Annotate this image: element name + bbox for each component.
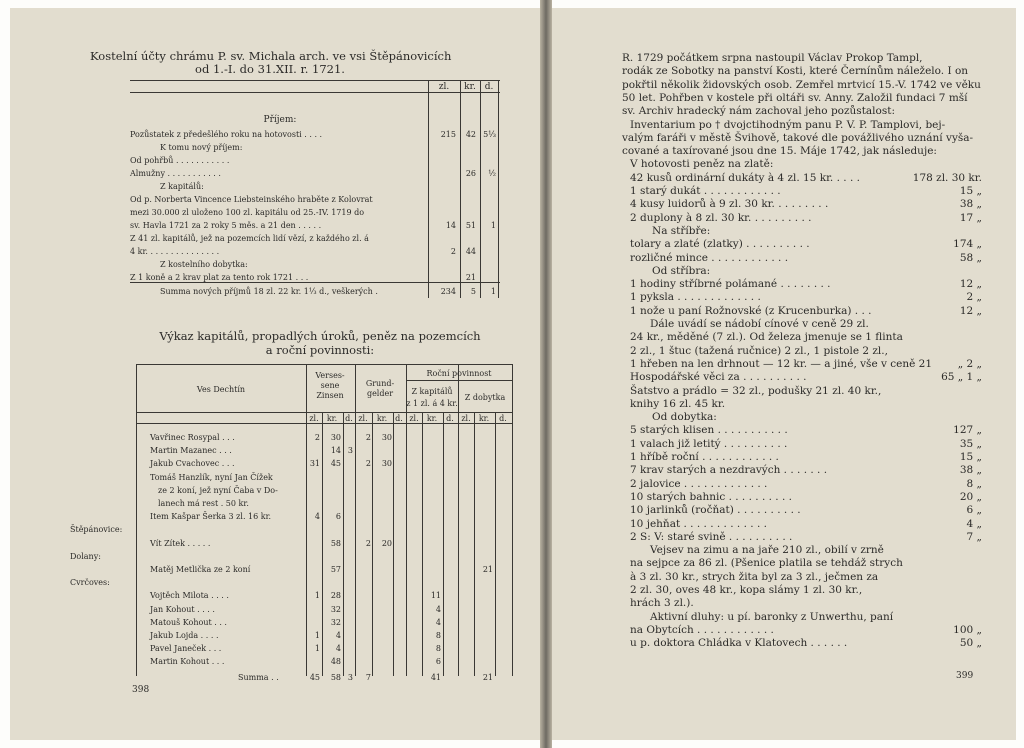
capital-summa-cell: 58 <box>330 673 341 682</box>
paragraph-line: Vejsev na zimu a na jaře 210 zl., obilí v zrně <box>650 544 884 557</box>
column-line <box>460 80 461 298</box>
col-header-zl: zl. <box>438 82 450 92</box>
column-line <box>406 412 407 676</box>
inventory-item: 10 jehňat . . . . . . . . . . . . . <box>630 517 767 530</box>
capital-cell: 4 <box>335 631 341 640</box>
capital-row-name: Jakub Lojda . . . . <box>150 631 219 640</box>
header-names: Ves Dechtín <box>196 385 246 394</box>
section-heading: Na stříbře: <box>652 224 711 237</box>
header-unit: zl. <box>358 414 368 423</box>
paragraph-line: 24 kr., měděné (7 zl.). Od železa jmenuje se 1 flinta <box>630 331 903 344</box>
right-page <box>552 8 1016 740</box>
column-line <box>458 412 459 676</box>
capital-title: Výkaz kapitálů, propadlých úroků, peněz na pozemcích <box>159 329 481 343</box>
inventory-item: 10 jarlinků (ročňat) . . . . . . . . . . <box>630 504 801 517</box>
inventory-item: 1 pyksla . . . . . . . . . . . . . <box>630 291 761 304</box>
capital-row-name: Štěpánovice: <box>70 525 123 535</box>
rule-line <box>406 380 512 381</box>
income-d: 1 <box>490 287 496 296</box>
header-unit: kr. <box>478 414 490 423</box>
column-line <box>443 412 444 676</box>
capital-row-name: lanech má rest . 50 kr. <box>158 499 249 508</box>
income-row-text: mezi 30.000 zl uloženo 100 zl. kapitálu od 25.-IV. 1719 do <box>130 208 365 217</box>
header-unit: d. <box>499 414 507 423</box>
intro-line: sv. Archiv hradecký nám zachoval jeho pozůstalost: <box>622 105 895 118</box>
intro-line: pokřtil několik židovských osob. Zemřel mrtvicí 15.-V. 1742 ve věku <box>622 78 981 91</box>
capital-row-name: Tomáš Hanzlík, nyní Jan Čížek <box>150 472 273 482</box>
capital-cell: 4 <box>314 512 320 522</box>
capital-cell: 30 <box>381 459 392 469</box>
income-kr: 5 <box>470 287 476 296</box>
header-unit: zl. <box>409 414 419 423</box>
header-unit: kr. <box>426 414 438 423</box>
inventory-item: rozličné mince . . . . . . . . . . . . <box>630 251 789 264</box>
inventory-amount: „ 2 „ <box>957 357 982 370</box>
inventory-item: 1 starý dukát . . . . . . . . . . . . <box>630 185 781 197</box>
income-heading: Příjem: <box>263 115 297 125</box>
inventory-amount: 35 „ <box>959 437 982 450</box>
capital-cell: 28 <box>330 591 341 601</box>
capital-cell: 14 <box>330 446 341 456</box>
income-zl: 14 <box>445 221 456 230</box>
paragraph-line: 2 zl., 1 štuc (tažená ručnice) 2 zl., 1 pistole 2 zl., <box>630 344 888 357</box>
inventory-amount: 8 „ <box>966 477 982 490</box>
capital-summa-label: Summa . . <box>238 673 279 682</box>
capital-cell: 11 <box>430 591 441 601</box>
header-verses: sene <box>320 381 340 390</box>
intro-line: valým faráři v městě Švihově, takové dle povážlivého uznání vyša- <box>622 131 974 144</box>
intro-line: Inventarium po † dvojctihodným panu P. V. P. Tamplovi, bej- <box>630 118 946 131</box>
capital-summa-cell: 7 <box>365 673 371 682</box>
header-zkap: Z kapitálů <box>411 387 453 396</box>
income-kr: 42 <box>465 130 476 139</box>
column-line <box>498 80 499 298</box>
header-verses: Zinsen <box>316 391 344 400</box>
income-zl: 2 <box>450 247 456 256</box>
capital-row-name: Cvrčoves: <box>70 578 110 588</box>
inventory-amount: 12 „ <box>959 278 982 291</box>
column-line <box>322 412 323 676</box>
capital-subtitle: a roční povinnosti: <box>265 343 375 357</box>
paragraph-line: 2 zl. 30, oves 48 kr., kopa slámy 1 zl. 30 kr., <box>630 584 863 596</box>
income-d: ½ <box>488 169 496 178</box>
capital-cell: 45 <box>330 459 341 469</box>
header-unit: d. <box>345 414 353 423</box>
intro-line: R. 1729 počátkem srpna nastoupil Václav Prokop Tampl, <box>622 52 923 64</box>
page-subtitle: od 1.-I. do 31.XII. r. 1721. <box>195 62 345 76</box>
inventory-item: 2 S: V: staré svině . . . . . . . . . . <box>630 530 793 543</box>
capital-row-name: Jakub Cvachovec . . . <box>150 459 235 469</box>
capital-cell: 6 <box>335 512 341 522</box>
income-row-text: Z 1 koně a 2 krav plat za tento rok 1721 . . . <box>130 273 309 282</box>
paragraph-line: Šatstvo a prádlo = 32 zl., podušky 21 zl. 40 kr., <box>630 384 882 397</box>
income-row-text: Pozůstatek z předešlého roku na hotovosti . . . . <box>130 130 323 139</box>
section-heading: Aktivní dluhy: u pí. baronky z Unwerthu, paní <box>650 610 894 623</box>
column-line <box>480 80 481 298</box>
capital-cell: 4 <box>335 644 341 654</box>
inventory-amount: 178 zl. 30 kr. <box>912 171 982 184</box>
column-line <box>372 412 373 676</box>
income-d: 1 <box>490 221 496 230</box>
inventory-amount: 174 „ <box>953 238 982 251</box>
page-title: Kostelní účty chrámu P. sv. Michala arch. ve vsi Štěpánovicích <box>90 49 452 63</box>
rule-line <box>136 364 512 365</box>
income-row-text: Z 41 zl. kapitálů, jež na pozemcích lidí vězí, z každého zl. á <box>130 234 369 243</box>
inventory-item: Hospodářské věci za . . . . . . . . . . <box>630 371 807 384</box>
capital-cell: 8 <box>435 644 441 654</box>
header-grund: Grund- <box>365 379 395 388</box>
inventory-amount: 127 „ <box>953 424 982 437</box>
capital-row-name: Martin Mazanec . . . <box>150 446 232 456</box>
income-zl: 215 <box>440 130 456 139</box>
income-row-text: Od pohřbů . . . . . . . . . . . <box>130 156 230 165</box>
paragraph-line: na sejpce za 86 zl. (Pšenice platila se tehdáž strych <box>630 557 903 570</box>
capital-row-name: Matěj Metlička ze 2 koní <box>150 565 251 574</box>
capital-summa-cell: 45 <box>309 673 320 682</box>
capital-row-name: Vavřinec Rosypal . . . <box>150 433 235 442</box>
inventory-amount: 4 „ <box>966 517 982 530</box>
inventory-item: 42 kusů ordinární dukáty à 4 zl. 15 kr. . . . . <box>630 171 860 184</box>
header-zdob: Z dobytka <box>464 393 506 402</box>
capital-cell: 2 <box>365 459 371 469</box>
income-row-text: Summa nových příjmů 18 zl. 22 kr. 1⅓ d., veškerých . <box>160 287 378 296</box>
capital-cell: 32 <box>330 617 341 627</box>
page-number-left: 398 <box>132 685 150 695</box>
column-line <box>428 80 429 298</box>
inventory-item: 10 starých bahnic . . . . . . . . . . <box>630 490 792 503</box>
intro-line: rodák ze Sobotky na panství Kosti, které Černínům náleželo. I on <box>622 65 969 78</box>
income-row-text: sv. Havla 1721 za 2 roky 5 měs. a 21 den . . . . . <box>130 221 322 230</box>
header-unit: d. <box>395 414 403 423</box>
income-row-text: Almužny . . . . . . . . . . . <box>130 169 221 178</box>
inventory-amount: 65 „ 1 „ <box>941 371 982 384</box>
capital-row-name: Jan Kohout . . . . <box>150 604 215 614</box>
book-gutter <box>540 0 552 748</box>
income-row-text: Z kostelního dobytka: <box>160 260 248 269</box>
capital-row-name: Vít Zítek . . . . . <box>150 538 211 548</box>
rule-line <box>130 282 500 283</box>
capital-cell: 1 <box>314 631 320 640</box>
income-d: 5⅓ <box>483 130 496 139</box>
inventory-amount: 17 „ <box>959 211 982 224</box>
capital-cell: 32 <box>330 604 341 614</box>
capital-summa-cell: 41 <box>430 673 441 682</box>
left-page <box>10 8 540 740</box>
header-unit: zl. <box>309 414 319 423</box>
capital-cell: 2 <box>365 433 371 442</box>
inventory-item: 2 duplony à 8 zl. 30 kr. . . . . . . . . . <box>630 211 812 224</box>
capital-cell: 4 <box>435 604 441 614</box>
capital-summa-cell: 3 <box>347 673 353 682</box>
column-line <box>512 364 513 676</box>
header-zkap-sub: z 1 zl. á 4 kr. <box>406 399 458 408</box>
income-kr: 21 <box>465 273 476 282</box>
inventory-item: u p. doktora Chládka v Klatovech . . . . . . <box>630 637 848 650</box>
capital-row-name: Dolany: <box>70 551 101 561</box>
column-line <box>474 412 475 676</box>
inventory-item: 7 krav starých a nezdravých . . . . . . . <box>630 464 828 477</box>
capital-cell: 1 <box>314 644 320 654</box>
capital-cell: 30 <box>381 433 392 442</box>
income-kr: 51 <box>465 221 476 230</box>
income-row-text: K tomu nový příjem: <box>160 143 243 152</box>
capital-row-name: Matouš Kohout . . . <box>150 617 227 627</box>
inventory-amount: 15 „ <box>959 185 982 197</box>
col-header-kr: kr. <box>464 82 476 92</box>
capital-cell: 20 <box>381 538 392 548</box>
intro-line: V hotovosti peněz na zlatě: <box>630 158 774 171</box>
inventory-item: 1 hodiny stříbrné polámané . . . . . . . . <box>630 278 831 291</box>
header-unit: zl. <box>461 414 471 423</box>
header-unit: kr. <box>326 414 338 423</box>
section-heading: Od dobytka: <box>652 411 717 424</box>
capital-cell: 4 <box>435 617 441 627</box>
capital-cell: 31 <box>309 459 320 469</box>
capital-cell: 1 <box>314 591 320 601</box>
paragraph-line: hrách 3 zl.). <box>630 597 694 610</box>
capital-cell: 21 <box>482 565 493 574</box>
capital-cell: 6 <box>435 657 441 667</box>
income-kr: 26 <box>465 169 476 178</box>
paragraph-line: Dále uvádí se nádobí cínové v ceně 29 zl. <box>650 318 869 330</box>
inventory-amount: 100 „ <box>953 623 982 636</box>
inventory-amount: 50 „ <box>959 637 982 650</box>
section-heading: Od stříbra: <box>652 264 711 277</box>
capital-row-name: Item Kašpar Šerka 3 zl. 16 kr. <box>150 512 272 522</box>
capital-cell: 3 <box>347 446 353 456</box>
income-row-text: Z kapitálů: <box>160 182 204 191</box>
inventory-amount: 2 „ <box>966 291 982 304</box>
inventory-amount: 6 „ <box>966 504 982 517</box>
inventory-amount: 7 „ <box>966 530 982 543</box>
inventory-amount: 15 „ <box>959 451 982 463</box>
header-rocni: Roční povinnost <box>426 369 492 378</box>
inventory-amount: 58 „ <box>959 251 982 264</box>
header-grund: gelder <box>366 389 394 398</box>
intro-line: 50 let. Pohřben v kostele při oltáři sv. Anny. Založil fundaci 7 mší <box>622 91 968 104</box>
inventory-item: 5 starých klisen . . . . . . . . . . . <box>630 424 788 437</box>
income-zl: 234 <box>440 287 456 296</box>
inventory-item: 1 hřeben na len drhnout — 12 kr. — a jiné, vše v ceně 21 <box>630 357 933 370</box>
page-number-right: 399 <box>956 671 974 681</box>
paragraph-line: knihy 16 zl. 45 kr. <box>630 397 726 410</box>
capital-cell: 2 <box>365 538 371 548</box>
column-line <box>393 412 394 676</box>
header-unit: kr. <box>376 414 388 423</box>
capital-cell: 58 <box>330 538 341 548</box>
inventory-amount: 12 „ <box>959 304 982 317</box>
capital-cell: 57 <box>330 565 341 574</box>
inventory-amount: 38 „ <box>959 464 982 477</box>
inventory-amount: 38 „ <box>959 198 982 211</box>
inventory-item: tolary a zlaté (zlatky) . . . . . . . . . . <box>630 238 810 251</box>
income-row-text: 4 kr. . . . . . . . . . . . . . . <box>130 247 220 256</box>
intro-line: cované a taxírované jsou dne 15. Máje 1742, jak následuje: <box>622 145 937 158</box>
inventory-item: 2 jalovice . . . . . . . . . . . . . <box>630 477 768 490</box>
capital-row-name: Martin Kohout . . . <box>150 657 225 667</box>
capital-cell: 30 <box>330 433 341 442</box>
income-row-text: Od p. Norberta Vincence Liebsteinského hraběte z Kolovrat <box>130 195 373 204</box>
capital-summa-cell: 21 <box>482 673 493 682</box>
capital-row-name: ze 2 koní, jež nyní Čaba v Do- <box>158 485 278 495</box>
column-line <box>495 412 496 676</box>
col-header-d: d. <box>484 82 494 92</box>
capital-cell: 8 <box>435 631 441 640</box>
inventory-item: 1 hříbě roční . . . . . . . . . . . . <box>630 451 779 463</box>
income-kr: 44 <box>465 247 476 256</box>
inventory-item: 1 nože u paní Rožnovské (z Krucenburka) . . . <box>630 304 872 317</box>
capital-row-name: Vojtěch Milota . . . . <box>150 591 229 601</box>
inventory-item: 4 kusy luidorů à 9 zl. 30 kr. . . . . . . . . <box>630 198 829 211</box>
header-unit: d. <box>446 414 454 423</box>
capital-row-name: Pavel Janeček . . . <box>150 644 222 654</box>
inventory-item: na Obytcích . . . . . . . . . . . . <box>630 623 774 636</box>
column-line <box>136 364 137 676</box>
column-line <box>422 412 423 676</box>
capital-cell: 2 <box>314 433 320 442</box>
inventory-item: 1 valach již letitý . . . . . . . . . . <box>630 437 788 450</box>
header-verses: Verses- <box>315 371 345 380</box>
capital-cell: 48 <box>330 657 341 667</box>
paragraph-line: à 3 zl. 30 kr., strych žita byl za 3 zl., ječmen za <box>630 570 879 583</box>
inventory-amount: 20 „ <box>959 490 982 503</box>
